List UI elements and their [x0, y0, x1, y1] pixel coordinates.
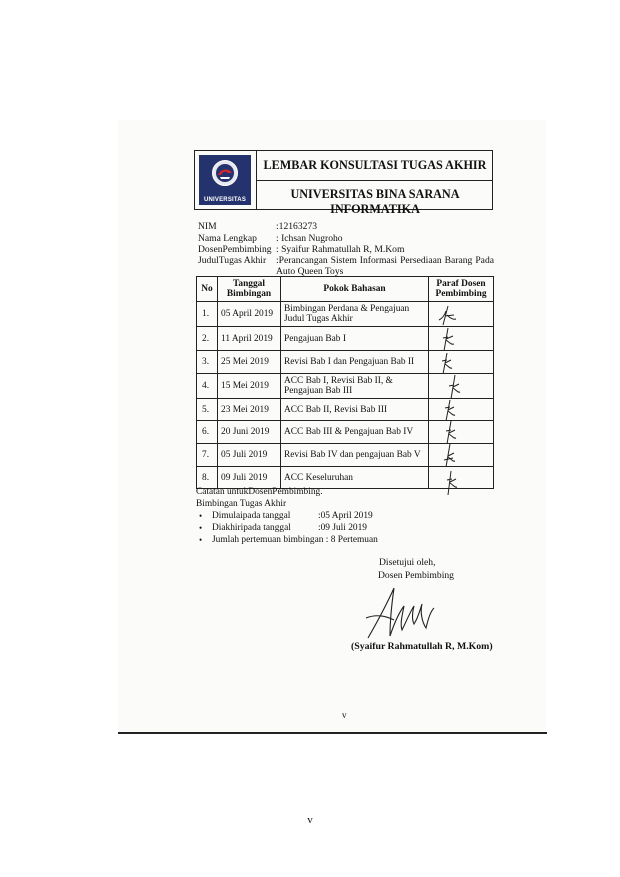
table-row: [197, 351, 494, 374]
advisor-signature-icon: [364, 584, 444, 644]
bullet-icon: •: [199, 535, 203, 545]
end-date-label: Diakhiripada tanggal: [212, 523, 291, 533]
row-no: 1.: [197, 302, 218, 327]
row-topic: Revisi Bab IV dan pengajuan Bab V: [281, 444, 429, 467]
end-date-value: :09 Juli 2019: [318, 523, 367, 533]
row-no: 6.: [197, 421, 218, 444]
thesis-title-label: JudulTugas Akhir: [198, 255, 267, 266]
row-no: 2.: [197, 327, 218, 351]
approved-by: Disetujui oleh,: [379, 557, 436, 568]
logo-emblem-icon: [211, 159, 239, 189]
row-no: 4.: [197, 374, 218, 399]
row-topic: ACC Bab I, Revisi Bab II, & Pengajuan Bab III: [281, 374, 429, 399]
advisor-value: : Syaifur Rahmatullah R, M.Kom: [276, 244, 405, 255]
nim-value: :12163273: [276, 221, 318, 232]
row-topic: ACC Keseluruhan: [281, 467, 429, 489]
row-initial: [429, 467, 494, 489]
row-no: 7.: [197, 444, 218, 467]
thesis-title-value: :Perancangan Sistem Informasi Persediaan Barang Pada Auto Queen Toys: [276, 255, 494, 277]
row-topic: Revisi Bab I dan Pengajuan Bab II: [281, 351, 429, 374]
approver-role: Dosen Pembimbing: [378, 570, 454, 581]
row-initial: [429, 399, 494, 421]
advisor-label: DosenPembimbing: [198, 244, 272, 255]
initial-signature-icon: [429, 467, 494, 497]
col-header-topic: Pokok Bahasan: [281, 277, 429, 302]
row-initial: [429, 444, 494, 467]
row-date: 20 Juni 2019: [218, 421, 281, 444]
logo-label: UNIVERSITAS: [203, 197, 247, 203]
start-date-label: Dimulaipada tanggal: [212, 511, 291, 521]
nim-label: NIM: [198, 221, 217, 232]
row-topic: ACC Bab II, Revisi Bab III: [281, 399, 429, 421]
row-topic: Bimbingan Perdana & Pengajuan Judul Tugas Akhir: [281, 302, 429, 327]
col-header-no: No: [197, 277, 218, 302]
row-date: 15 Mei 2019: [218, 374, 281, 399]
row-no: 3.: [197, 351, 218, 374]
initial-signature-icon: [429, 399, 494, 421]
row-initial: [429, 302, 494, 327]
inner-page-number: v: [342, 710, 347, 720]
consultation-table: [196, 276, 494, 489]
col-header-date: Tanggal Bimbingan: [218, 277, 281, 302]
row-date: 25 Mei 2019: [218, 351, 281, 374]
table-row: [197, 421, 494, 444]
col-header-sign: Paraf Dosen Pembimbing: [429, 277, 494, 302]
row-date: 05 Juli 2019: [218, 444, 281, 467]
bullet-icon: •: [199, 523, 203, 533]
row-date: 11 April 2019: [218, 327, 281, 351]
row-initial: [429, 327, 494, 351]
name-value: : Ichsan Nugroho: [276, 233, 343, 244]
table-row: [197, 467, 494, 489]
notes-subheading: Bimbingan Tugas Akhir: [196, 499, 287, 509]
initial-signature-icon: [429, 327, 494, 351]
row-initial: [429, 351, 494, 374]
name-label: Nama Lengkap: [198, 233, 257, 244]
notes-heading: Catatan untukDosenPembimbing.: [196, 487, 323, 497]
university-logo: [199, 155, 251, 205]
initial-signature-icon: [429, 421, 494, 444]
row-date: 09 Juli 2019: [218, 467, 281, 489]
table-row: [197, 327, 494, 351]
row-date: 23 Mei 2019: [218, 399, 281, 421]
row-date: 05 April 2019: [218, 302, 281, 327]
row-initial: [429, 421, 494, 444]
header-box: [194, 150, 493, 216]
table-row: [197, 302, 494, 327]
page-number: v: [307, 814, 313, 826]
initial-signature-icon: [429, 351, 494, 374]
row-no: 8.: [197, 467, 218, 489]
table-row: [197, 444, 494, 467]
row-topic: ACC Bab III & Pengajuan Bab IV: [281, 421, 429, 444]
initial-signature-icon: [429, 374, 494, 399]
initial-signature-icon: [429, 444, 494, 467]
header-divider: [256, 180, 492, 181]
start-date-value: :05 April 2019: [318, 511, 373, 521]
table-header-row: [197, 277, 494, 302]
advisor-name: (Syaifur Rahmatullah R, M.Kom): [351, 641, 493, 652]
initial-signature-icon: [429, 302, 494, 327]
page-rule: [118, 732, 547, 734]
bullet-icon: •: [199, 511, 203, 521]
table-row: [197, 374, 494, 399]
form-title: LEMBAR KONSULTASI TUGAS AKHIR: [263, 158, 487, 172]
row-no: 5.: [197, 399, 218, 421]
table-row: [197, 399, 494, 421]
university-name: UNIVERSITAS BINA SARANA INFORMATIKA: [290, 187, 460, 216]
row-initial: [429, 374, 494, 399]
meeting-count: Jumlah pertemuan bimbingan : 8 Pertemuan: [212, 535, 378, 545]
row-topic: Pengajuan Bab I: [281, 327, 429, 351]
